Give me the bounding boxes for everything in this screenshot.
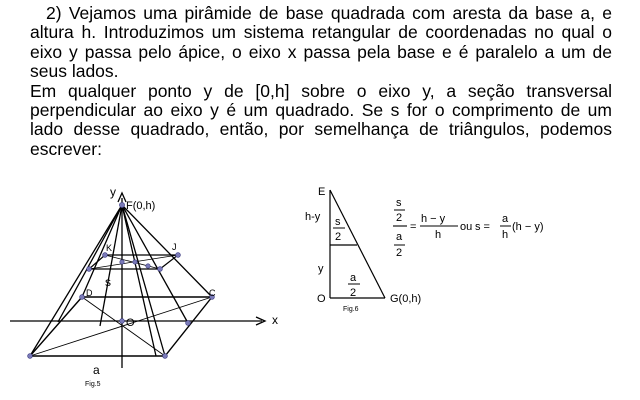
pyramid-points	[28, 202, 215, 358]
paragraph-section: Em qualquer ponto y de [0,h] sobre o eixo y, a seção transversal perpendicular ao eixo y é um quadrado. Se s for o comprimento de um lado desse quadrado, então, por semelhança de triângulos, podemos escrever:	[30, 80, 612, 159]
fig6-a-num: a	[350, 272, 357, 284]
formula-hy: h − y	[421, 213, 446, 225]
fig5-x-label: x	[272, 313, 278, 327]
formula-h-2: h	[502, 229, 509, 241]
formula-hy-paren: (h − y)	[512, 221, 544, 233]
fig5-o-label: O	[126, 317, 135, 329]
triangle-hypotenuse	[330, 190, 385, 298]
fig6-s-den: 2	[335, 231, 342, 243]
triangle-figure	[330, 190, 385, 298]
fig6-g-label: G(0,h)	[390, 293, 422, 305]
generator-1	[58, 205, 122, 322]
fig6-s-num: s	[335, 216, 341, 228]
formula-h-1: h	[435, 229, 442, 241]
formula-a: a	[396, 231, 403, 243]
fig6-y-label: y	[318, 263, 324, 275]
fig6-a-den: 2	[350, 287, 357, 299]
similarity-formula	[393, 197, 543, 259]
pyramid-figure	[10, 193, 265, 368]
fig5-a-label: a	[93, 363, 100, 377]
formula-s-eq: s =	[475, 221, 490, 233]
fig6-e-label: E	[318, 186, 326, 198]
base-diag-1	[30, 297, 212, 356]
fig6-o-label: O	[317, 293, 326, 305]
fig6-hy-label: h-y	[305, 211, 321, 223]
fig5-d-label: D	[86, 288, 93, 298]
fig5-caption: Fig.5	[85, 381, 101, 388]
base-diag-2	[82, 297, 165, 356]
generator-2	[122, 205, 188, 323]
edge-fd	[82, 205, 122, 297]
fig5-apex-label: F(0,h)	[126, 200, 156, 212]
formula-s: s	[396, 197, 402, 209]
fig5-k-label: K	[106, 243, 113, 253]
fig5-c-label: C	[209, 288, 216, 298]
formula-a-2: a	[502, 213, 509, 225]
generator-3	[122, 205, 156, 356]
formula-two-2: 2	[396, 247, 403, 259]
paragraph-intro: 2) Vejamos uma pirâmide de base quadrada com aresta da base a, e altura h. Introduzimos um sistema retangular de coordenadas no qual o eixo y passa pelo ápice, o eixo x passa pela base e é paralelo a um de seus lados.	[30, 3, 612, 82]
fig6-caption: Fig.6	[343, 306, 359, 313]
fig5-y-label: y	[110, 185, 116, 199]
formula-eq-1: =	[410, 221, 417, 233]
formula-two-1: 2	[396, 212, 403, 224]
fig5-s-label: s	[105, 275, 111, 289]
fig5-j-label: J	[172, 242, 177, 252]
formula-ou: ou	[460, 221, 473, 233]
